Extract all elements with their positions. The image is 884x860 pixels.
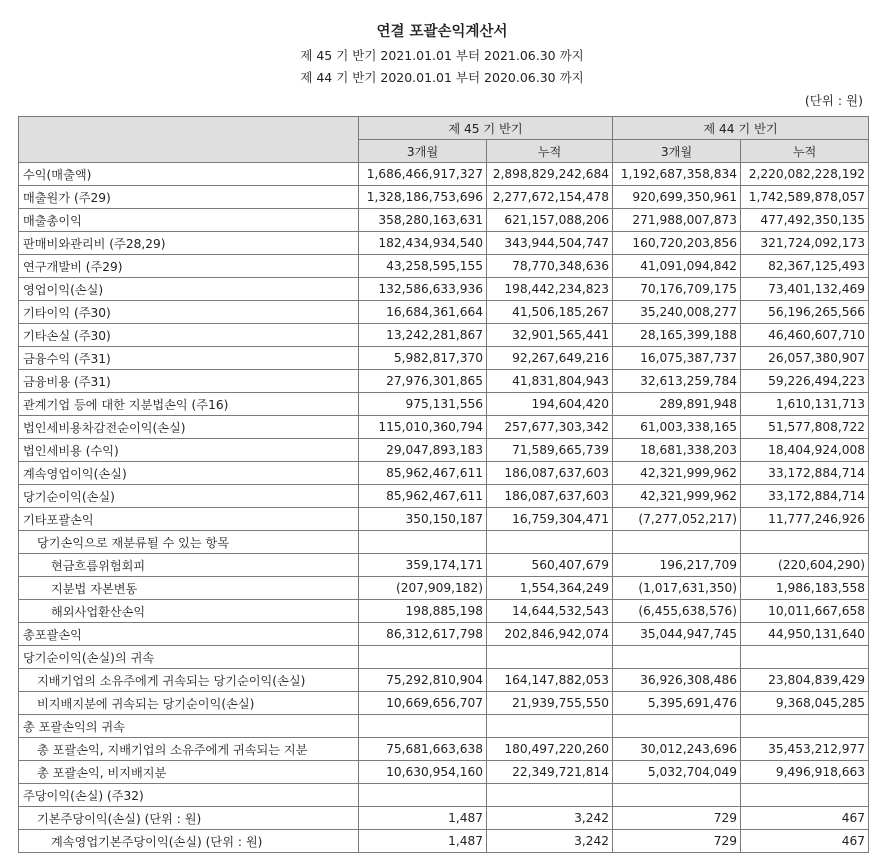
value-current-3m: 132,586,633,936 — [359, 278, 487, 301]
row-label: 금융비용 (주31) — [19, 370, 359, 393]
value-prior-3m — [613, 646, 741, 669]
value-current-3m: 29,047,893,183 — [359, 439, 487, 462]
table-row — [19, 646, 869, 669]
period-header-prior: 제 44 기 반기 — [613, 117, 869, 140]
value-prior-3m: 42,321,999,962 — [613, 462, 741, 485]
value-prior-3m: 160,720,203,856 — [613, 232, 741, 255]
value-prior-cum: 477,492,350,135 — [741, 209, 869, 232]
value-current-3m: 16,684,361,664 — [359, 301, 487, 324]
value-prior-3m — [613, 531, 741, 554]
value-current-cum: 41,506,185,267 — [487, 301, 613, 324]
value-prior-3m: 36,926,308,486 — [613, 669, 741, 692]
table-row — [19, 416, 869, 439]
value-prior-3m: 18,681,338,203 — [613, 439, 741, 462]
value-current-3m: 1,487 — [359, 830, 487, 853]
value-current-cum: 2,898,829,242,684 — [487, 163, 613, 186]
value-current-3m: 27,976,301,865 — [359, 370, 487, 393]
value-current-cum: 1,554,364,249 — [487, 577, 613, 600]
value-current-3m — [359, 715, 487, 738]
table-row — [19, 623, 869, 646]
value-current-cum: 257,677,303,342 — [487, 416, 613, 439]
value-prior-3m: 5,032,704,049 — [613, 761, 741, 784]
value-current-3m: 10,669,656,707 — [359, 692, 487, 715]
value-current-cum: 16,759,304,471 — [487, 508, 613, 531]
value-prior-3m: 61,003,338,165 — [613, 416, 741, 439]
value-prior-3m: 41,091,094,842 — [613, 255, 741, 278]
value-prior-3m: 16,075,387,737 — [613, 347, 741, 370]
value-current-3m: 10,630,954,160 — [359, 761, 487, 784]
period-header-current: 제 45 기 반기 — [359, 117, 613, 140]
value-prior-3m: (1,017,631,350) — [613, 577, 741, 600]
row-label: 수익(매출액) — [19, 163, 359, 186]
value-prior-3m: 729 — [613, 807, 741, 830]
subheader-prior-cum: 누적 — [741, 140, 869, 163]
value-prior-cum: 46,460,607,710 — [741, 324, 869, 347]
value-current-3m: 75,681,663,638 — [359, 738, 487, 761]
table-row — [19, 485, 869, 508]
value-prior-cum — [741, 531, 869, 554]
value-current-cum: 71,589,665,739 — [487, 439, 613, 462]
value-prior-cum: 10,011,667,658 — [741, 600, 869, 623]
table-row — [19, 347, 869, 370]
value-prior-cum: 23,804,839,429 — [741, 669, 869, 692]
value-current-3m: 975,131,556 — [359, 393, 487, 416]
row-label: 매출원가 (주29) — [19, 186, 359, 209]
value-prior-cum: 467 — [741, 830, 869, 853]
table-row — [19, 393, 869, 416]
value-current-cum: 186,087,637,603 — [487, 485, 613, 508]
value-prior-cum: 73,401,132,469 — [741, 278, 869, 301]
row-label: 총포괄손익 — [19, 623, 359, 646]
value-prior-3m: (7,277,052,217) — [613, 508, 741, 531]
subheader-current-3m: 3개월 — [359, 140, 487, 163]
value-current-3m: 75,292,810,904 — [359, 669, 487, 692]
value-current-cum: 164,147,882,053 — [487, 669, 613, 692]
row-label: 지배기업의 소유주에게 귀속되는 당기순이익(손실) — [19, 669, 359, 692]
row-label: 당기순이익(손실) — [19, 485, 359, 508]
table-row — [19, 669, 869, 692]
value-prior-3m: 35,044,947,745 — [613, 623, 741, 646]
value-prior-cum: 1,742,589,878,057 — [741, 186, 869, 209]
value-current-cum: 621,157,088,206 — [487, 209, 613, 232]
value-prior-3m: 28,165,399,188 — [613, 324, 741, 347]
row-label: 비지배지분에 귀속되는 당기순이익(손실) — [19, 692, 359, 715]
value-prior-cum: 2,220,082,228,192 — [741, 163, 869, 186]
table-row — [19, 186, 869, 209]
table-row — [19, 577, 869, 600]
value-current-cum: 3,242 — [487, 830, 613, 853]
value-prior-3m: 30,012,243,696 — [613, 738, 741, 761]
table-row — [19, 439, 869, 462]
row-label: 현금흐름위험회피 — [19, 554, 359, 577]
value-current-3m: 1,487 — [359, 807, 487, 830]
row-label: 기타포괄손익 — [19, 508, 359, 531]
value-prior-3m: 920,699,350,961 — [613, 186, 741, 209]
value-current-3m — [359, 531, 487, 554]
row-label: 계속영업이익(손실) — [19, 462, 359, 485]
row-label: 금융수익 (주31) — [19, 347, 359, 370]
row-label: 기타이익 (주30) — [19, 301, 359, 324]
value-current-3m: 358,280,163,631 — [359, 209, 487, 232]
value-current-cum: 3,242 — [487, 807, 613, 830]
value-prior-cum: 82,367,125,493 — [741, 255, 869, 278]
table-row — [19, 209, 869, 232]
period-prior: 제 44 기 반기 2020.01.01 부터 2020.06.30 까지 — [300, 70, 584, 85]
value-prior-cum: 51,577,808,722 — [741, 416, 869, 439]
table-row — [19, 163, 869, 186]
value-current-3m: 13,242,281,867 — [359, 324, 487, 347]
table-row — [19, 508, 869, 531]
header-blank-cell — [19, 117, 359, 163]
table-row — [19, 761, 869, 784]
table-row — [19, 232, 869, 255]
value-prior-cum: 35,453,212,977 — [741, 738, 869, 761]
value-current-3m: 115,010,360,794 — [359, 416, 487, 439]
value-current-3m: 359,174,171 — [359, 554, 487, 577]
value-current-cum: 202,846,942,074 — [487, 623, 613, 646]
value-current-cum: 92,267,649,216 — [487, 347, 613, 370]
value-prior-3m — [613, 715, 741, 738]
table-row — [19, 784, 869, 807]
statement-title: 연결 포괄손익계산서 — [376, 24, 508, 40]
table-row — [19, 554, 869, 577]
value-current-3m: (207,909,182) — [359, 577, 487, 600]
value-prior-3m: 729 — [613, 830, 741, 853]
subheader-current-cum: 누적 — [487, 140, 613, 163]
row-label: 해외사업환산손익 — [19, 600, 359, 623]
row-label: 영업이익(손실) — [19, 278, 359, 301]
table-row — [19, 600, 869, 623]
value-prior-3m: 196,217,709 — [613, 554, 741, 577]
table-row — [19, 807, 869, 830]
row-label: 기타손실 (주30) — [19, 324, 359, 347]
row-label: 총 포괄손익의 귀속 — [19, 715, 359, 738]
value-prior-cum — [741, 784, 869, 807]
value-current-3m: 85,962,467,611 — [359, 485, 487, 508]
value-prior-cum: 1,986,183,558 — [741, 577, 869, 600]
value-prior-cum: 33,172,884,714 — [741, 462, 869, 485]
value-current-3m: 43,258,595,155 — [359, 255, 487, 278]
value-prior-cum: 1,610,131,713 — [741, 393, 869, 416]
value-current-cum — [487, 715, 613, 738]
value-current-3m — [359, 646, 487, 669]
value-current-3m: 86,312,617,798 — [359, 623, 487, 646]
value-prior-3m — [613, 784, 741, 807]
value-prior-3m: 5,395,691,476 — [613, 692, 741, 715]
table-row — [19, 255, 869, 278]
value-current-cum — [487, 784, 613, 807]
row-label: 지분법 자본변동 — [19, 577, 359, 600]
table-row — [19, 531, 869, 554]
value-prior-cum: 467 — [741, 807, 869, 830]
table-row — [19, 324, 869, 347]
value-prior-cum: 321,724,092,173 — [741, 232, 869, 255]
value-current-3m: 5,982,817,370 — [359, 347, 487, 370]
row-label: 총 포괄손익, 비지배지분 — [19, 761, 359, 784]
value-current-cum: 186,087,637,603 — [487, 462, 613, 485]
value-current-cum: 198,442,234,823 — [487, 278, 613, 301]
value-current-cum — [487, 531, 613, 554]
row-label: 계속영업기본주당이익(손실) (단위 : 원) — [19, 830, 359, 853]
row-label: 판매비와관리비 (주28,29) — [19, 232, 359, 255]
row-label: 법인세비용차감전순이익(손실) — [19, 416, 359, 439]
value-current-cum: 343,944,504,747 — [487, 232, 613, 255]
value-current-cum: 194,604,420 — [487, 393, 613, 416]
value-current-cum — [487, 646, 613, 669]
value-current-cum: 560,407,679 — [487, 554, 613, 577]
value-current-3m — [359, 784, 487, 807]
value-current-3m: 182,434,934,540 — [359, 232, 487, 255]
row-label: 매출총이익 — [19, 209, 359, 232]
table-row — [19, 738, 869, 761]
value-current-cum: 14,644,532,543 — [487, 600, 613, 623]
table-body — [19, 163, 869, 853]
row-label: 주당이익(손실) (주32) — [19, 784, 359, 807]
value-current-cum: 21,939,755,550 — [487, 692, 613, 715]
table-row — [19, 830, 869, 853]
value-prior-cum: 18,404,924,008 — [741, 439, 869, 462]
value-current-3m: 1,686,466,917,327 — [359, 163, 487, 186]
value-current-3m: 350,150,187 — [359, 508, 487, 531]
value-prior-3m: 70,176,709,175 — [613, 278, 741, 301]
value-prior-3m: (6,455,638,576) — [613, 600, 741, 623]
row-label: 관계기업 등에 대한 지분법손익 (주16) — [19, 393, 359, 416]
table-row — [19, 301, 869, 324]
row-label: 연구개발비 (주29) — [19, 255, 359, 278]
row-label: 당기순이익(손실)의 귀속 — [19, 646, 359, 669]
value-prior-cum: 56,196,265,566 — [741, 301, 869, 324]
value-current-cum: 32,901,565,441 — [487, 324, 613, 347]
value-prior-cum — [741, 715, 869, 738]
income-statement-table — [18, 116, 869, 853]
value-current-cum: 2,277,672,154,478 — [487, 186, 613, 209]
table-row — [19, 278, 869, 301]
value-prior-cum: 9,368,045,285 — [741, 692, 869, 715]
period-current: 제 45 기 반기 2021.01.01 부터 2021.06.30 까지 — [300, 48, 584, 63]
value-prior-cum: 44,950,131,640 — [741, 623, 869, 646]
table-row — [19, 715, 869, 738]
value-current-cum: 22,349,721,814 — [487, 761, 613, 784]
row-label: 기본주당이익(손실) (단위 : 원) — [19, 807, 359, 830]
header-row-periods — [19, 117, 869, 140]
table-row — [19, 462, 869, 485]
value-prior-cum: 33,172,884,714 — [741, 485, 869, 508]
value-current-cum: 180,497,220,260 — [487, 738, 613, 761]
row-label: 총 포괄손익, 지배기업의 소유주에게 귀속되는 지분 — [19, 738, 359, 761]
value-current-3m: 1,328,186,753,696 — [359, 186, 487, 209]
value-prior-3m: 32,613,259,784 — [613, 370, 741, 393]
value-current-cum: 78,770,348,636 — [487, 255, 613, 278]
row-label: 당기손익으로 재분류될 수 있는 항목 — [19, 531, 359, 554]
value-prior-3m: 271,988,007,873 — [613, 209, 741, 232]
value-prior-cum — [741, 646, 869, 669]
table-row — [19, 692, 869, 715]
row-label: 법인세비용 (수익) — [19, 439, 359, 462]
unit-label: (단위 : 원) — [804, 93, 863, 108]
value-current-3m: 85,962,467,611 — [359, 462, 487, 485]
value-prior-cum: 26,057,380,907 — [741, 347, 869, 370]
value-prior-3m: 289,891,948 — [613, 393, 741, 416]
value-prior-cum: 9,496,918,663 — [741, 761, 869, 784]
value-prior-cum: 11,777,246,926 — [741, 508, 869, 531]
subheader-prior-3m: 3개월 — [613, 140, 741, 163]
value-prior-3m: 42,321,999,962 — [613, 485, 741, 508]
value-prior-cum: (220,604,290) — [741, 554, 869, 577]
value-current-3m: 198,885,198 — [359, 600, 487, 623]
value-current-cum: 41,831,804,943 — [487, 370, 613, 393]
table-row — [19, 370, 869, 393]
value-prior-cum: 59,226,494,223 — [741, 370, 869, 393]
value-prior-3m: 1,192,687,358,834 — [613, 163, 741, 186]
value-prior-3m: 35,240,008,277 — [613, 301, 741, 324]
